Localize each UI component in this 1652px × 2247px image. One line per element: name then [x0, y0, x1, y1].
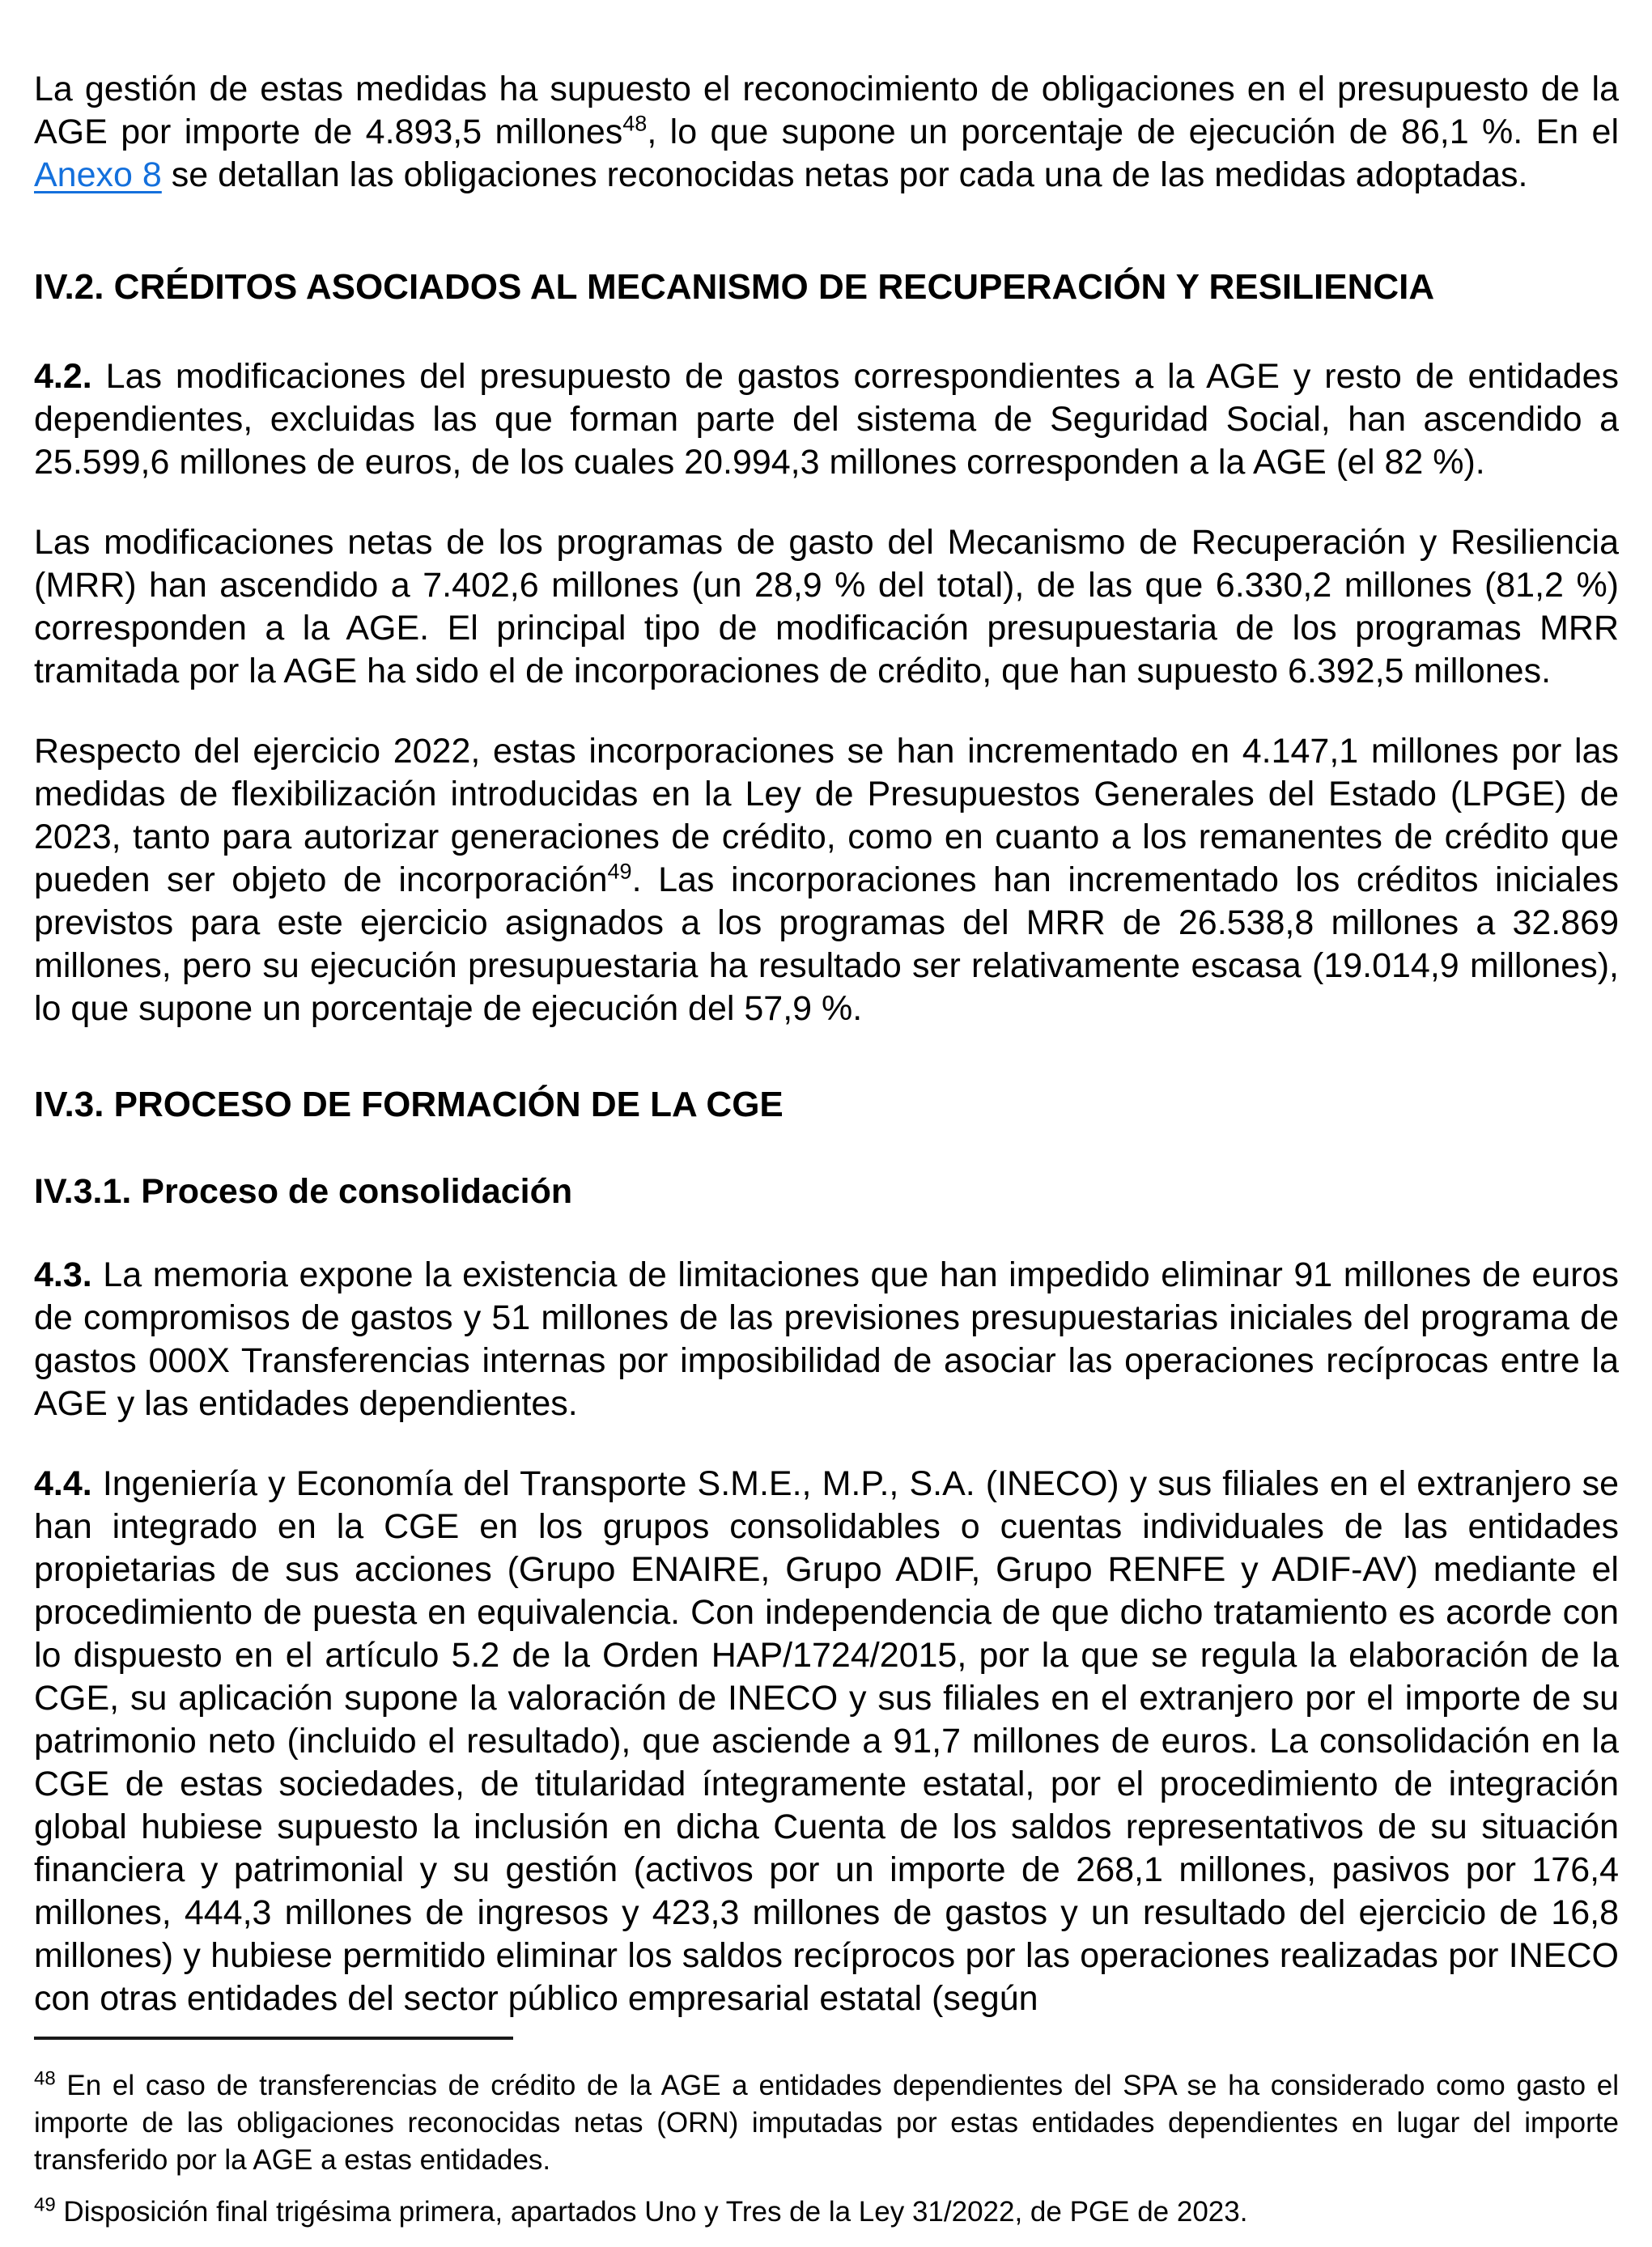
paragraph-intro-text-end: se detallan las obligaciones reconocidas netas por cada una de las medidas adoptadas. — [161, 155, 1528, 194]
footnotes-section — [34, 2037, 1619, 2231]
paragraph-4-3 — [34, 1254, 1619, 1425]
footnote-ref-49: 49 — [607, 859, 632, 884]
anexo-8-link[interactable]: Anexo 8 — [34, 155, 162, 194]
paragraph-4-3-number: 4.3. — [34, 1255, 92, 1294]
heading-iv2: IV.2. CRÉDITOS ASOCIADOS AL MECANISMO DE RECUPERACIÓN Y RESILIENCIA — [34, 267, 1435, 307]
footnote-49 — [34, 2194, 1619, 2231]
paragraph-respecto — [34, 730, 1619, 1030]
paragraph-4-4 — [34, 1463, 1619, 2020]
paragraph-4-4-text: Ingeniería y Economía del Transporte S.M.E., M.P., S.A. (INECO) y sus filiales en el extranjero se han integrado en la CGE en los grupos consolidables o cuentas individuales de las entidades propietarias de sus acciones (Grupo ENAIRE, Grupo ADIF, Grupo RENFE y ADIF-AV) mediante el procedimiento de puesta en equivalencia. Con independencia de que dicho tratamiento es acorde con lo dispuesto en el artículo 5.2 de la Orden HAP/1724/2015, por la que se regula la elaboración de la CGE, su aplicación supone la valoración de INECO y sus filiales en el extranjero por el importe de su patrimonio neto (incluido el resultado), que asciende a 91,7 millones de euros. La consolidación en la CGE de estas sociedades, de titularidad íntegramente estatal, por el procedimiento de integración global hubiese supuesto la inclusión en dicha Cuenta de los saldos representativos de su situación financiera y patrimonial y su gestión (activos por un importe de 268,1 millones, pasivos por 176,4 millones, 444,3 millones de ingresos y 423,3 millones de gastos y un resultado del ejercicio de 16,8 millones) y hubiese permitido eliminar los saldos recíprocos por las operaciones realizadas por INECO con otras entidades del sector público empresarial estatal (según — [34, 1464, 1619, 2018]
footnote-48-number: 48 — [34, 2067, 56, 2090]
footnote-49-text: Disposición final trigésima primera, apartados Uno y Tres de la Ley 31/2022, de PGE de 2023. — [55, 2196, 1248, 2228]
paragraph-intro-text-mid: , lo que supone un porcentaje de ejecución de 86,1 %. En el — [647, 113, 1620, 151]
footnote-separator — [34, 2037, 513, 2040]
paragraph-respecto-text: Respecto del ejercicio 2022, estas incorporaciones se han incrementado en 4.147,1 millones por las medidas de flexibilización introducidas en la Ley de Presupuestos Generales del Estado (LPGE) de 2023, tanto para autorizar generaciones de crédito, como en cuanto a los remanentes de crédito que pueden ser objeto de incorporación — [34, 732, 1619, 899]
heading-iv31: IV.3.1. Proceso de consolidación — [34, 1172, 573, 1211]
paragraph-4-4-number: 4.4. — [34, 1464, 92, 1503]
paragraph-respecto-text-end: . Las incorporaciones han incrementado los créditos iniciales previstos para este ejercicio asignados a los programas del MRR de 26.538,8 millones a 32.869 millones, pero su ejecución presupuestaria ha resultado ser relativamente escasa (19.014,9 millones), lo que supone un porcentaje de ejecución del 57,9 %. — [34, 860, 1619, 1028]
paragraph-intro-text: La gestión de estas medidas ha supuesto el reconocimiento de obligaciones en el presupuesto de la AGE por importe de 4.893,5 millones — [34, 70, 1619, 151]
footnote-49-number: 49 — [34, 2194, 56, 2216]
document-body — [34, 68, 1619, 2058]
footnote-48-text: En el caso de transferencias de crédito de la AGE a entidades dependientes del SPA se ha considerado como gasto el importe de las obligaciones reconocidas netas (ORN) imputadas por estas entidades dependientes en lugar del importe transferido por la AGE a estas entidades. — [34, 2070, 1619, 2176]
paragraph-4-3-text: La memoria expone la existencia de limitaciones que han impedido eliminar 91 millones de euros de compromisos de gastos y 51 millones de las previsiones presupuestarias iniciales del programa de gastos 000X Transferencias internas por imposibilidad de asociar las operaciones recíprocas entre la AGE y las entidades dependientes. — [34, 1255, 1619, 1423]
paragraph-4-2 — [34, 355, 1619, 484]
paragraph-4-2-text: Las modificaciones del presupuesto de gastos correspondientes a la AGE y resto de entidades dependientes, excluidas las que forman parte del sistema de Seguridad Social, han ascendido a 25.599,6 millones de euros, de los cuales 20.994,3 millones corresponden a la AGE (el 82 %). — [34, 357, 1619, 482]
paragraph-intro — [34, 68, 1619, 197]
heading-iv3: IV.3. PROCESO DE FORMACIÓN DE LA CGE — [34, 1085, 784, 1124]
paragraph-4-2-number: 4.2. — [34, 357, 92, 396]
paragraph-mrr: Las modificaciones netas de los programas de gasto del Mecanismo de Recuperación y Resiliencia (MRR) han ascendido a 7.402,6 millones (un 28,9 % del total), de las que 6.330,2 millones (81,2 %) corresponden a la AGE. El principal tipo de modificación presupuestaria de los programas MRR tramitada por la AGE ha sido el de incorporaciones de crédito, que han supuesto 6.392,5 millones. — [34, 523, 1619, 690]
footnote-ref-48: 48 — [622, 111, 648, 136]
footnote-48 — [34, 2067, 1619, 2179]
